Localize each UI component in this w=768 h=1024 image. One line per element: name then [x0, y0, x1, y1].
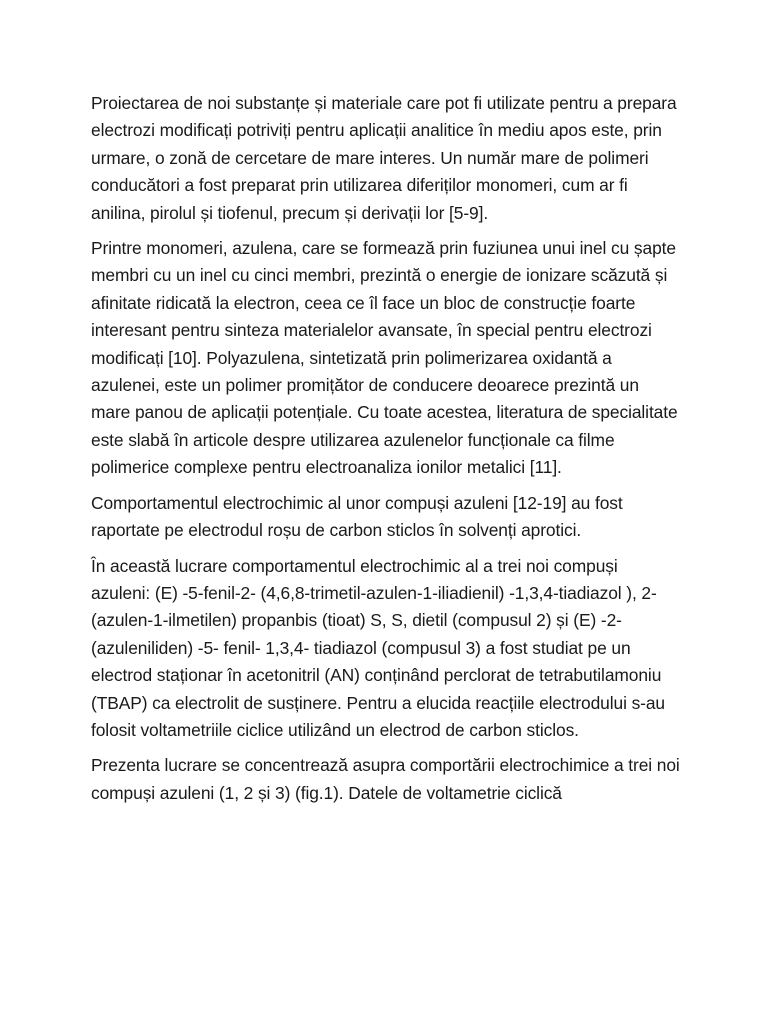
- paragraph-4: În această lucrare comportamentul electrochimic al a trei noi compuși azuleni: (E) -5-fenil-2- (4,6,8-trimetil-azulen-1-iliadienil) -1,3,4-tiadiazol ), 2- (azulen-1-ilmetilen) propanbis (tioat) S, S, dietil (compusul 2) și (E) -2- (azuleniliden) -5- fenil- 1,3,4- tiadiazol (compusul 3) a fost studiat pe un electrod staționar în acetonitril (AN) conținând perclorat de tetrabutilamoniu (TBAP) ca electrolit de susținere. Pentru a elucida reacțiile electrodului s-au folosit voltametriile ciclice utilizând un electrod de carbon sticlos.: [91, 555, 665, 740]
- document-body: [91, 90, 681, 815]
- paragraph-3: Comportamentul electrochimic al unor compuși azuleni [12-19] au fost raportate pe electrodul roșu de carbon sticlos în solvenți aprotici.: [91, 492, 623, 541]
- paragraph-2: Printre monomeri, azulena, care se formează prin fuziunea unui inel cu șapte membri cu un inel cu cinci membri, prezintă o energie de ionizare scăzută și afinitate ridicată la electron, ceea ce îl face un bloc de construcție foarte interesant pentru sinteza materialelor avansate, în special pentru electrozi modificați [10]. Polyazulena, sintetizată prin polimerizarea oxidantă a azulenei, este un polimer promițător de conducere deoarece prezintă un mare panou de aplicații potențiale. Cu toate acestea, literatura de specialitate este slabă în articole despre utilizarea azulenelor funcționale ca filme polimerice complexe pentru electroanaliza ionilor metalici [11].: [91, 238, 678, 478]
- paragraph-5: Prezenta lucrare se concentrează asupra comportării electrochimice a trei noi compuși azuleni (1, 2 și 3) (fig.1). Datele de voltametrie ciclică: [91, 755, 680, 803]
- paragraph-1: Proiectarea de noi substanțe și materiale care pot fi utilizate pentru a prepara electrozi modificați potriviți pentru aplicații analitice în mediu apos este, prin urmare, o zonă de cercetare de mare interes. Un număr mare de polimeri conducători a fost preparat prin utilizarea diferiților monomeri, cum ar fi anilina, pirolul și tiofenul, precum și derivații lor [5-9].: [91, 93, 677, 223]
